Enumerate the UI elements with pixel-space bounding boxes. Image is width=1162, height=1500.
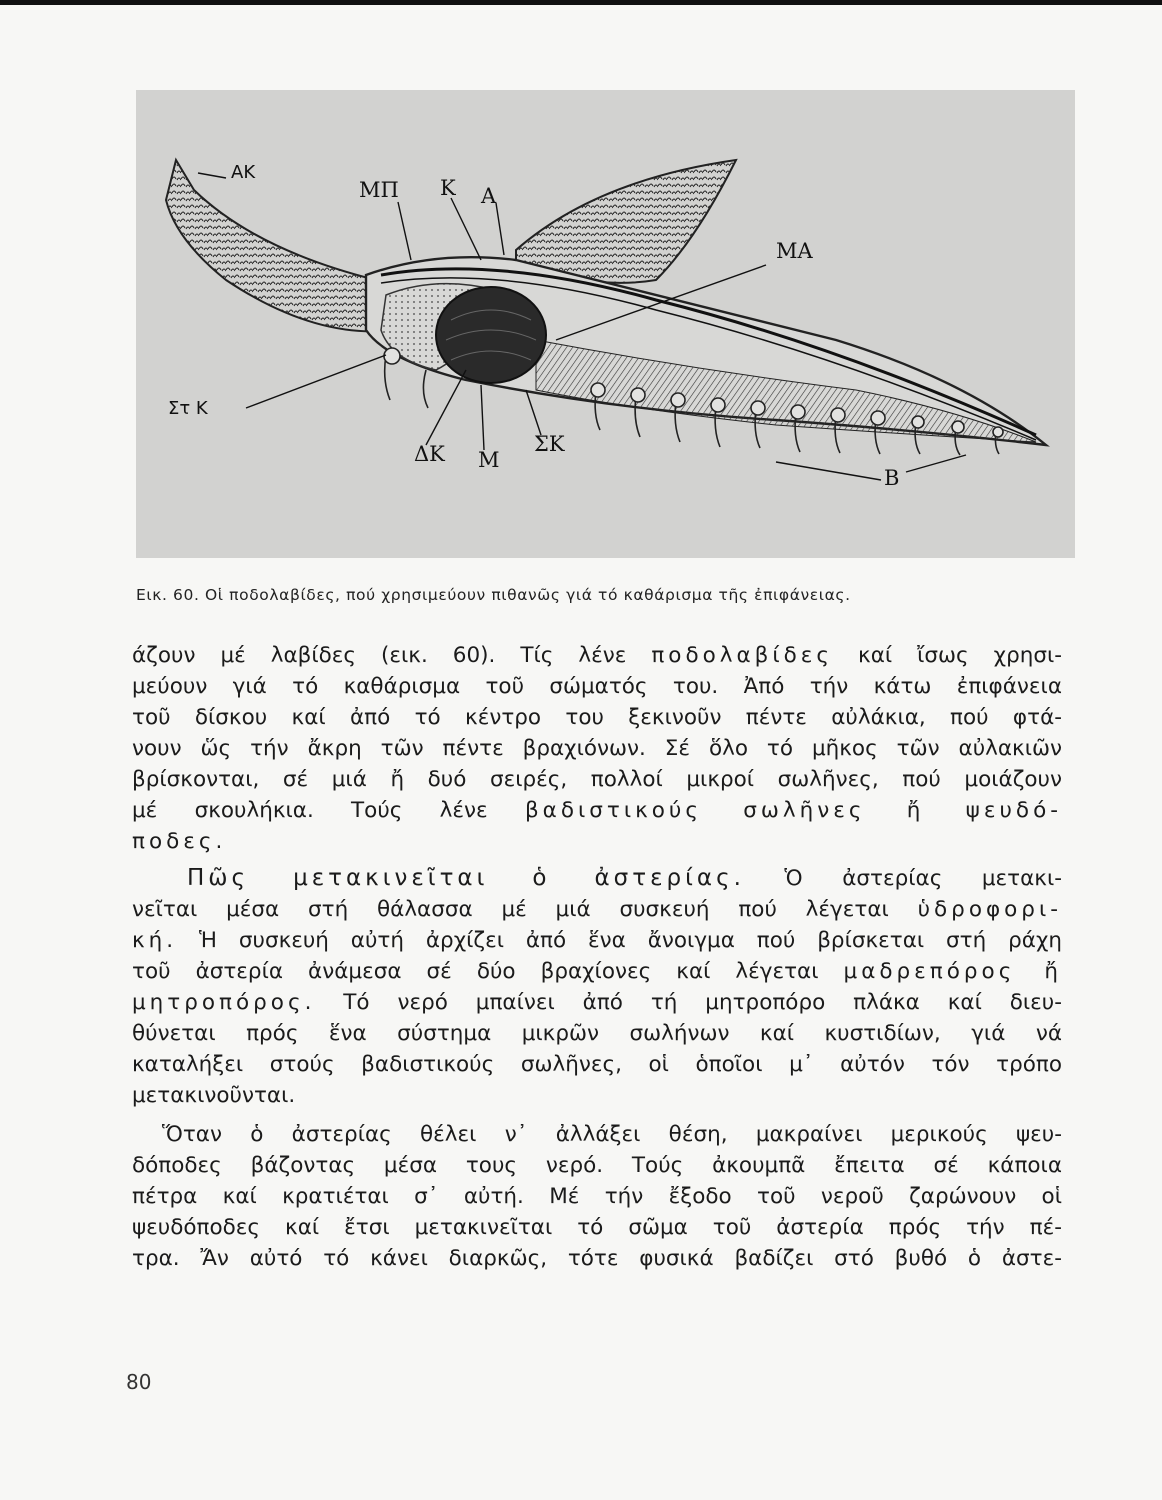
text-line: πέτρα καί κρατιέται σ᾽ αὐτή. Μέ τήν ἔξοδο τοῦ νεροῦ ζαρώνουν οἱ [132,1184,1062,1209]
text-run: Ὁ ἀστερίας μετακι- [744,866,1062,891]
text-line: βρίσκονται, σέ μιά ἤ δυό σειρές, πολλοί μικροί σωλῆνες, πού μοιάζουν [132,767,1062,792]
text-run: άζουν μέ λαβίδες (εικ. 60). Τίς λένε [132,643,652,668]
spaced-term: κή. [132,928,178,953]
paragraph-2 [132,863,1062,1111]
spaced-term: βαδιστικούς σωλῆνες ἤ ψευδό- [524,798,1062,823]
text-run: Τό νερό μπαίνει ἀπό τή μητροπόρο πλάκα καί διευ- [315,990,1062,1015]
text-line [132,640,1062,671]
text-line [132,894,1062,925]
text-line: τρα. Ἄν αὐτό τό κάνει διαρκῶς, τότε φυσικά βαδίζει στό βυθό ὁ ἀστε- [132,1246,1062,1271]
text-line: τοῦ δίσκου καί ἀπό τό κέντρο του ξεκινοῦν πέντε αὐλάκια, πού φτά- [132,705,1062,730]
label-ma: ΜΑ [776,239,813,263]
text-run: νεῖται μέσα στή θάλασσα μέ μιά συσκευή πού λέγεται [132,897,918,922]
label-dk: ΔΚ [414,442,445,466]
top-edge-rule [0,0,1162,5]
text-line: ποδες. [132,829,227,854]
spaced-term: μητροπόρος. [132,990,316,1015]
text-line: Ὅταν ὁ ἀστερίας θέλει ν᾽ ἀλλάξει θέση, μακραίνει μερικούς ψευ- [162,1122,1062,1147]
text-run: Ἡ συσκευή αὐτή ἀρχίζει ἀπό ἕνα ἄνοιγμα πού βρίσκεται στή ράχη [177,928,1062,953]
text-line: καταλήξει στούς βαδιστικούς σωλῆνες, οἱ ὁποῖοι μ᾽ αὐτόν τόν τρόπο [132,1052,1062,1077]
spaced-term: ὑδροφορι- [917,897,1062,922]
label-ak: ΑΚ [231,162,256,183]
label-mp: ΜΠ [359,178,399,202]
label-m: Μ [478,448,500,472]
text-line: μεύουν γιά τό καθάρισμα τοῦ σώματός του. Ἀπό τήν κάτω ἐπιφάνεια [132,674,1062,699]
text-run: καί ἴσως χρησι- [833,643,1063,668]
spaced-term: μαδρεπόρος ἤ [843,959,1062,984]
text-line [132,987,1062,1018]
text-line [132,956,1062,987]
label-stk: Στ Κ [168,398,208,419]
spaced-term: ποδολαβίδες [651,643,834,668]
figure-caption: Εικ. 60. Οἱ ποδολαβίδες, πού χρησιμεύουν πιθανῶς γιά τό καθάρισμα τῆς ἐπιφάνειας. [136,586,851,604]
text-line: θύνεται πρός ἕνα σύστημα μικρῶν σωλήνων καί κυστιδίων, γιά νά [132,1021,1062,1046]
text-line: ψευδόποδες καί ἔτσι μετακινεῖται τό σῶμα τοῦ ἀστερία πρός τήν πέ- [132,1215,1062,1240]
text-line [132,795,1062,826]
text-line [132,925,1062,956]
paragraph-1 [132,640,1062,857]
label-k: Κ [440,176,456,200]
label-b: Β [884,466,900,490]
body-text [132,640,1062,1274]
text-line: νουν ὥς τήν ἄκρη τῶν πέντε βραχιόνων. Σέ ὅλο τό μῆκος τῶν αὐλακιῶν [132,736,1062,761]
paragraph-3 [132,1119,1062,1274]
label-sk: ΣΚ [534,432,565,456]
text-line: μετακινοῦνται. [132,1083,296,1108]
text-run: μέ σκουλήκια. Τούς λένε [132,798,525,823]
section-heading: Πῶς μετακινεῖται ὁ ἀστερίας. [187,865,745,891]
page-number: 80 [126,1370,152,1394]
starfish-cross-section-drawing [136,90,1075,558]
label-a: Α [481,184,497,208]
text-line [132,863,1062,894]
text-line: δόποδες βάζοντας μέσα τους νερό. Τούς ἀκουμπᾶ ἔπειτα σέ κάποια [132,1153,1062,1178]
starfish-anatomy-figure [136,90,1075,558]
text-run: τοῦ ἀστερία ἀνάμεσα σέ δύο βραχίονες καί λέγεται [132,959,844,984]
